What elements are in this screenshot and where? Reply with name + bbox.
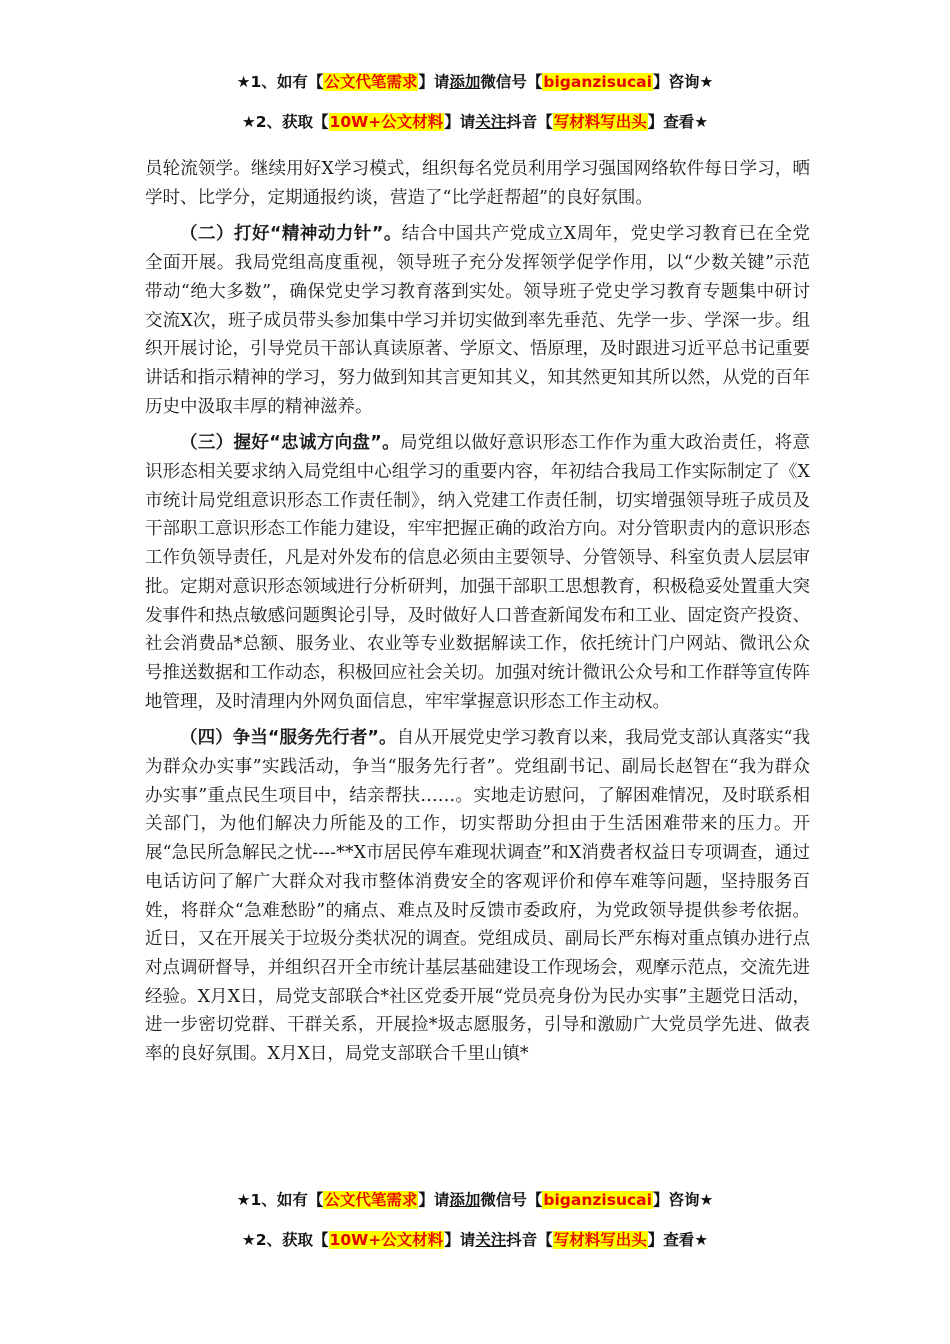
banner-text: 】请: [418, 73, 450, 91]
banner-highlight-materials: 10W+公文材料: [329, 1231, 444, 1249]
banner-highlight-douyin: 写材料写出头: [553, 1231, 647, 1249]
banner-text: 抖音【: [506, 113, 553, 131]
banner-text: ★2、获取【: [241, 113, 329, 131]
banner-highlight-materials: 10W+公文材料: [329, 113, 444, 131]
paragraph-heading: （二）打好“精神动力针”。: [180, 224, 402, 245]
banner-text: ★2、获取【: [241, 1231, 329, 1249]
banner-highlight-wechat: biganzisucai: [543, 1191, 652, 1209]
body-content: [145, 155, 810, 1077]
banner-text: 】请: [418, 1191, 450, 1209]
footer-banner-line1: [0, 1188, 950, 1210]
banner-text: 微信号【: [480, 1191, 543, 1209]
banner-text: 】请: [444, 1231, 476, 1249]
paragraph-text: 结合中国共产党成立X周年，党史学习教育已在全党全面开展。我局党组高度重视，领导班子充分发挥领学促学作用，以“少数关键”示范带动“绝大多数”，确保党史学习教育落到实处。领导班子党史学习教育专题集中研讨交流X次，班子成员带头参加集中学习并切实做到率先垂范、先学一步、学深一步。组织开展讨论，引导党员干部认真读原著、学原文、悟原理，及时跟进习近平总书记重要讲话和指示精神的学习，努力做到知其言更知其义，知其然更知其所以然，从党的百年历史中汲取丰厚的精神滋养。: [145, 224, 810, 417]
header-banner-line1: [0, 70, 950, 92]
paragraph-heading: （四）争当“服务先行者”。: [180, 728, 397, 749]
banner-text: ★1、如有【: [236, 73, 324, 91]
banner-text: 】咨询★: [652, 1191, 714, 1209]
paragraph-section-3: [145, 429, 810, 716]
banner-text: 】咨询★: [652, 73, 714, 91]
paragraph-text: 员轮流领学。继续用好X学习模式，组织每名党员利用学习强国网络软件每日学习，晒学时、比学分，定期通报约谈，营造了“比学赶帮超”的良好氛围。: [145, 159, 810, 208]
banner-text: 】查看★: [647, 113, 709, 131]
banner-underlined: 关注: [475, 1231, 507, 1249]
banner-highlight-service: 公文代笔需求: [324, 73, 418, 91]
banner-highlight-service: 公文代笔需求: [324, 1191, 418, 1209]
banner-text: 】查看★: [647, 1231, 709, 1249]
banner-underlined: 添加: [449, 73, 481, 91]
paragraph-continuation: [145, 155, 810, 212]
banner-text: 】请: [444, 113, 476, 131]
paragraph-heading: （三）握好“忠诚方向盘”。: [180, 433, 400, 454]
paragraph-text: 自从开展党史学习教育以来，我局党支部认真落实“我为群众办实事”实践活动，争当“服务先行者”。党组副书记、副局长赵智在“我为群众办实事”重点民生项目中，结亲帮扶……。实地走访慰问，了解困难情况，及时联系相关部门，为他们解决力所能及的工作，切实帮助分担由于生活困难带来的压力。开展“急民所急解民之忧----**X市居民停车难现状调查”和X消费者权益日专项调查，通过电话访问了解广大群众对我市整体消费安全的客观评价和停车难等问题，坚持服务百姓，将群众“急难愁盼”的痛点、难点及时反馈市委政府，为党政领导提供参考依据。近日，又在开展关于垃圾分类状况的调查。党组成员、副局长严东梅对重点镇办进行点对点调研督导，并组织召开全市统计基层基础建设工作现场会，观摩示范点，交流先进经验。X月X日，局党支部联合*社区党委开展“党员亮身份为民办实事”主题党日活动，进一步密切党群、干群关系，开展捡*圾志愿服务，引导和激励广大党员学先进、做表率的良好氛围。X月X日，局党支部联合千里山镇*: [145, 728, 810, 1065]
header-banner-line2: [0, 110, 950, 132]
banner-text: ★1、如有【: [236, 1191, 324, 1209]
banner-underlined: 关注: [475, 113, 507, 131]
banner-text: 抖音【: [506, 1231, 553, 1249]
footer-banner-line2: [0, 1228, 950, 1250]
paragraph-text: 局党组以做好意识形态工作作为重大政治责任，将意识形态相关要求纳入局党组中心组学习的重要内容，年初结合我局工作实际制定了《X市统计局党组意识形态工作责任制》，纳入党建工作责任制，切实增强领导班子成员及干部职工意识形态工作能力建设，牢牢把握正确的政治方向。对分管职责内的意识形态工作负领导责任，凡是对外发布的信息必须由主要领导、分管领导、科室负责人层层审批。定期对意识形态领域进行分析研判，加强干部职工思想教育，积极稳妥处置重大突发事件和热点敏感问题舆论引导，及时做好人口普查新闻发布和工业、固定资产投资、社会消费品*总额、服务业、农业等专业数据解读工作，依托统计门户网站、微讯公众号推送数据和工作动态，积极回应社会关切。加强对统计微讯公众号和工作群等宣传阵地管理，及时清理内外网负面信息，牢牢掌握意识形态工作主动权。: [145, 433, 811, 712]
banner-underlined: 添加: [449, 1191, 481, 1209]
banner-text: 微信号【: [480, 73, 543, 91]
paragraph-section-4: [145, 724, 810, 1068]
banner-highlight-wechat: biganzisucai: [543, 73, 652, 91]
paragraph-section-2: [145, 220, 810, 421]
banner-highlight-douyin: 写材料写出头: [553, 113, 647, 131]
